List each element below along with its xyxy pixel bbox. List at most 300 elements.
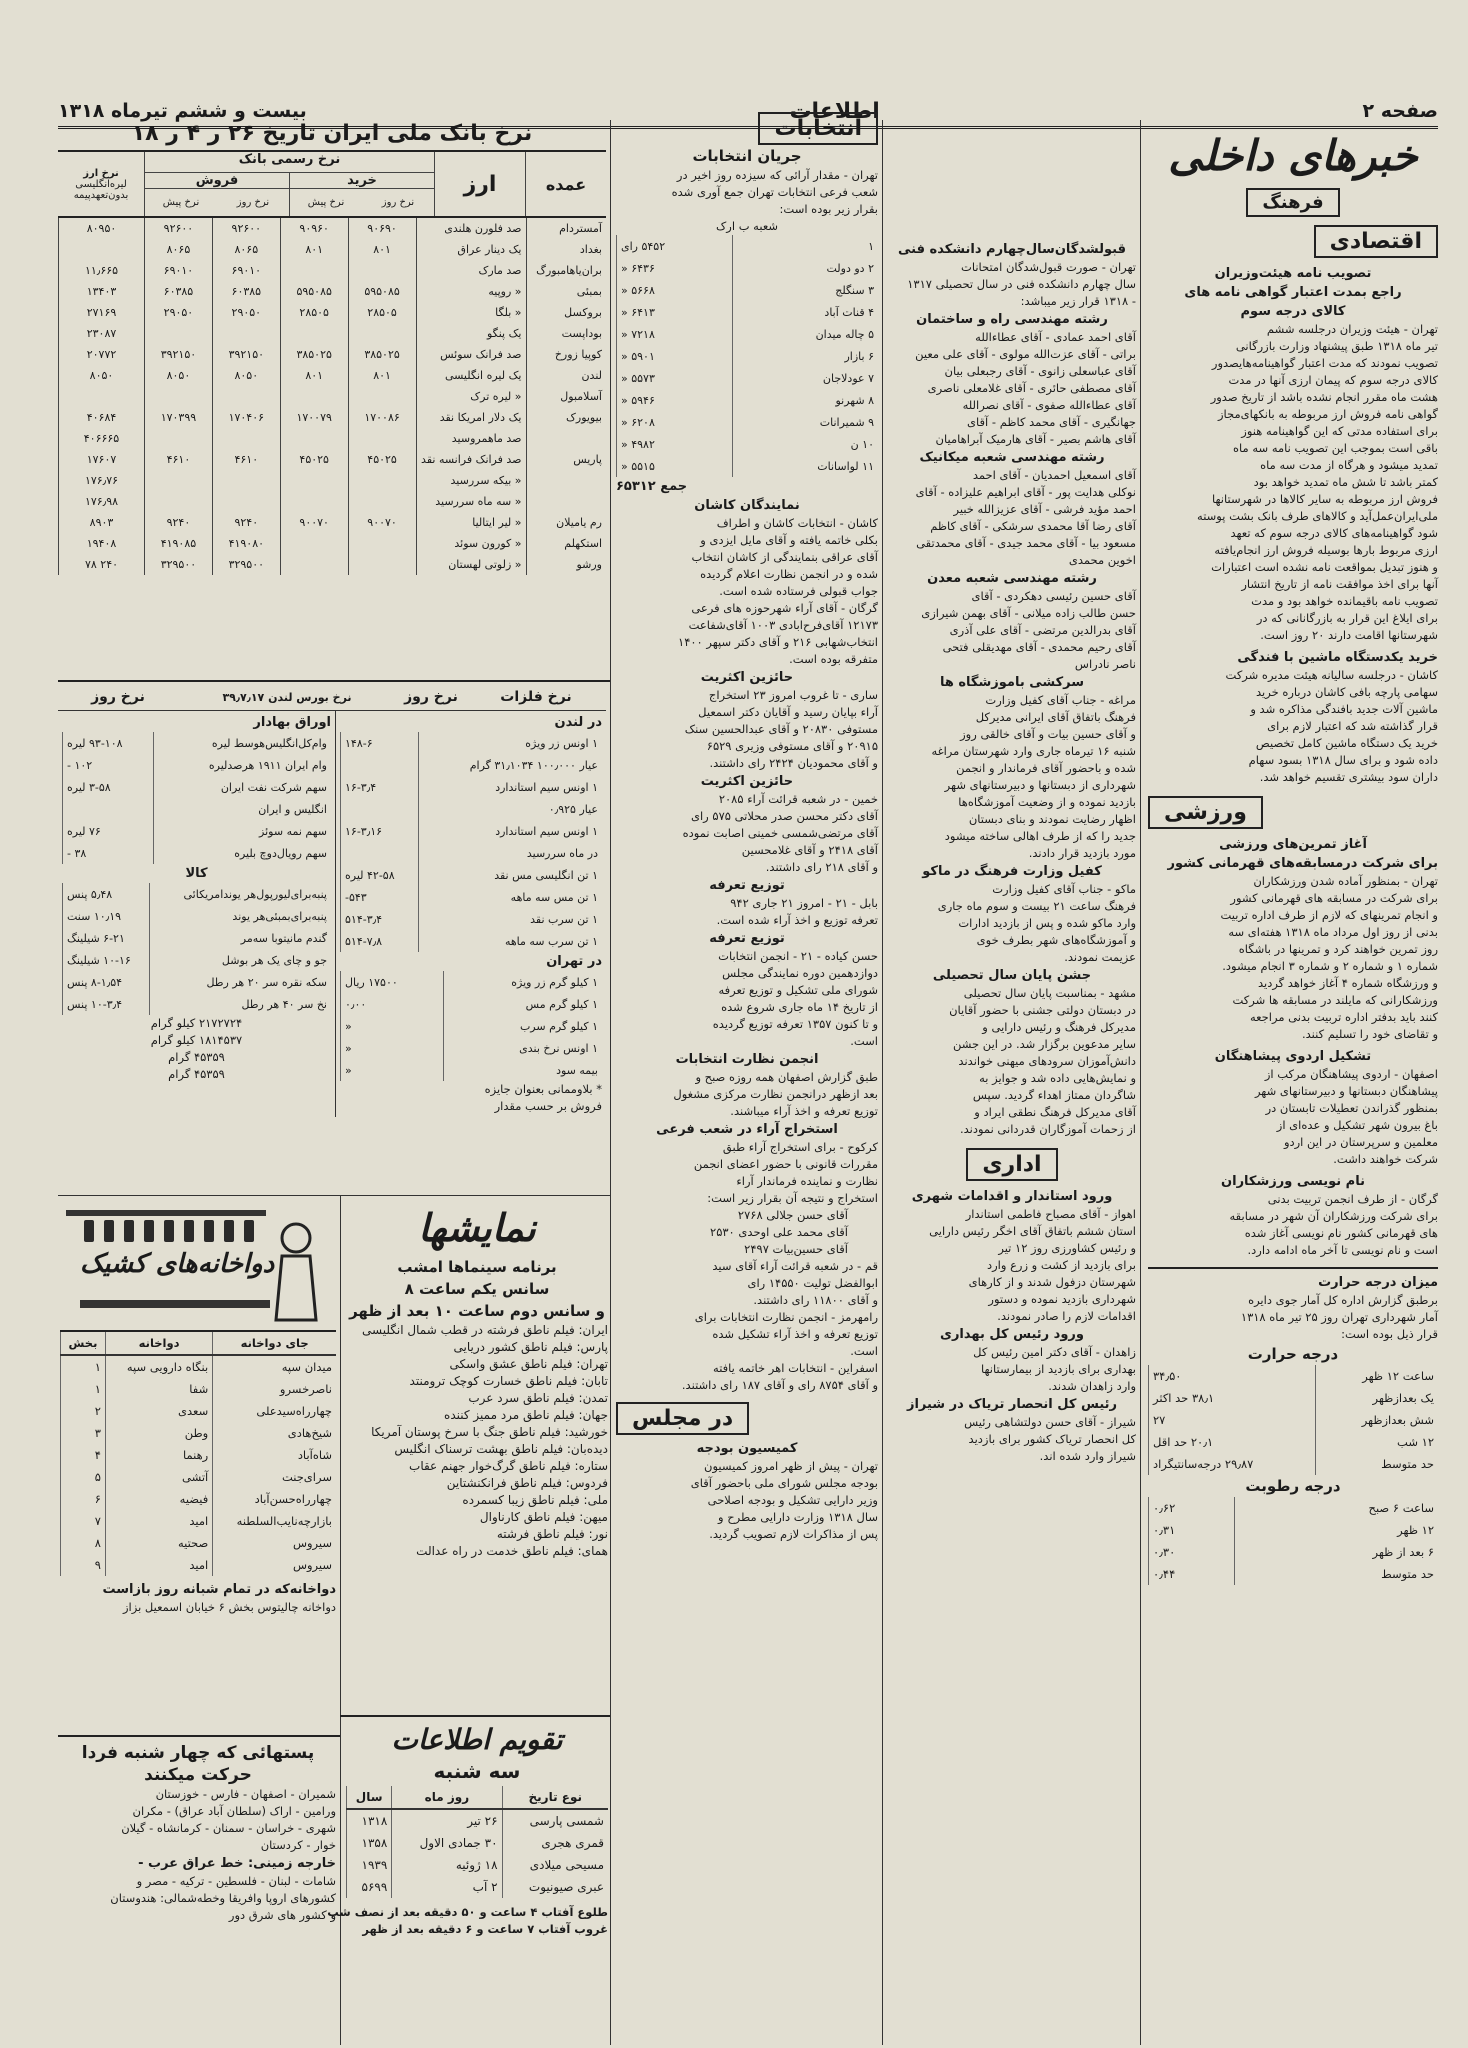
table-cell: بنگاه دارویی سپه bbox=[105, 1355, 212, 1378]
sports-section-label: ورزشی bbox=[1148, 796, 1263, 829]
sell-header: فروش bbox=[145, 173, 289, 189]
text-line: است. bbox=[850, 1034, 878, 1048]
table-cell: عیار ۱۰۰٫۰۰۰ ۳۱٫۱۰۳۴ گرام bbox=[419, 754, 602, 776]
table-cell: « لیره ترک bbox=[416, 386, 526, 407]
table-cell: سکه نقره سر ۲۰ هر رطل bbox=[149, 971, 331, 993]
table-cell: آتشی bbox=[105, 1466, 212, 1488]
text-line: قرار ذیل بوده است: bbox=[1341, 1327, 1438, 1341]
table-row bbox=[1149, 1431, 1439, 1453]
text-line: آقای حسین رئیسی دهکردی - آقای bbox=[971, 589, 1136, 603]
text-line: کالای درجه سوم که پیمان ارزی آنها در مدت bbox=[1228, 373, 1438, 387]
table-row bbox=[61, 1355, 337, 1378]
text-line: مدیرکل فرهنگ و رئیس دارایی و bbox=[982, 1020, 1136, 1034]
text-line: از تاریخ ۱۴ ماه جاری شروع شده bbox=[721, 1000, 878, 1014]
text-line: نوکلی هدایت پور - آقای ابراهیم علیزاده - آقای bbox=[915, 485, 1136, 499]
table-cell: سهم رویال‌دوچ بلیره bbox=[153, 842, 331, 864]
table-cell: بوداپست bbox=[526, 323, 606, 344]
table-cell bbox=[348, 491, 416, 512]
list-item: شامات - لبنان - فلسطین - ترکیه - مصر و bbox=[136, 1874, 336, 1888]
text-line: کل انحصار تریاک کشور برای بازدید bbox=[968, 1432, 1136, 1446]
table-cell: ۱۷۶٫۹۸ bbox=[59, 491, 145, 512]
table-cell: ۸۰۱ bbox=[280, 239, 348, 260]
text-line: فرهنگ ساعت ۲۱ بیست و سوم ماه جاری bbox=[937, 899, 1136, 913]
cinema-title: نمایشها bbox=[418, 1206, 536, 1250]
gbp-rate-header: نرخ ارز bbox=[83, 167, 119, 179]
table-cell: ۵۱۴-۳٫۴ bbox=[341, 908, 419, 930]
text-line: ۲۹٫۸۷ درجه‌سانتیگراد bbox=[1149, 1453, 1316, 1475]
table-cell: ۱۰٫۱۹ سنت bbox=[63, 905, 150, 927]
table-cell: ۵۶۹۹ bbox=[347, 1876, 392, 1898]
table-cell bbox=[212, 386, 280, 407]
text-line: ۱۲۱۷۳ آقای‌فرح‌ابادی ۱۰۰۳ آقای‌شفاعت bbox=[688, 618, 878, 632]
table-cell: صد فلورن هلندی bbox=[416, 218, 526, 239]
table-cell: ۹۰۶۹۰ bbox=[348, 218, 416, 239]
table-cell: ۱۹۴۰۸ bbox=[59, 533, 145, 554]
table-cell bbox=[212, 428, 280, 449]
text-line: ساعت ۶ صبح bbox=[1235, 1497, 1438, 1519]
text-line: شماره ۱ و شماره ۲ و شماره ۳ انجام میشود. bbox=[1222, 959, 1438, 973]
text-line: حد متوسط bbox=[1315, 1453, 1438, 1475]
table-cell: بازارچه‌نایب‌السلطنه bbox=[213, 1510, 336, 1532]
allnight-pharmacy-note: دواخانه چالیتوس بخش ۶ خیابان اسمعیل بزاز bbox=[122, 1600, 336, 1614]
table-cell: ۷۶ لیره bbox=[63, 820, 154, 842]
table-cell bbox=[280, 386, 348, 407]
graduates-title: قبولشدگان‌سال‌چهارم دانشکده فنی bbox=[898, 242, 1126, 257]
table-row bbox=[59, 449, 607, 470]
table-cell: ۳۲۹۵۰۰ bbox=[212, 554, 280, 575]
table-row bbox=[59, 302, 607, 323]
humidity-subtitle: درجه رطوبت bbox=[1245, 1477, 1341, 1495]
list-item: ملی: فیلم ناطق زیبا کسمرده bbox=[462, 1493, 608, 1507]
buy-header: خرید bbox=[290, 173, 434, 189]
text-line: شعبه ب ارک bbox=[716, 219, 778, 233]
mining-eng-title: رشته مهندسی شعبه معدن bbox=[927, 571, 1097, 586]
table-row bbox=[341, 754, 603, 776]
table-cell: ۱۶-۳٫۱۶ bbox=[341, 820, 419, 842]
vote-count-title: استخراج آراء در شعب فرعی bbox=[656, 1122, 838, 1137]
table-row bbox=[61, 1400, 337, 1422]
table-cell: ۸۰۱ bbox=[348, 239, 416, 260]
table-row bbox=[1149, 1519, 1439, 1541]
list-item: میهن: فیلم ناطق کارناوال bbox=[479, 1510, 608, 1524]
table-cell bbox=[280, 323, 348, 344]
table-cell: ۱ اونس زر ویژه bbox=[419, 732, 602, 754]
text-line: حسن طالب زاده میلانی - آقای بهمن شیرازی bbox=[921, 606, 1136, 620]
table-cell: ۴۰۶۶۶۵ bbox=[59, 428, 145, 449]
table-cell: ۲۸۵۰۵ bbox=[280, 302, 348, 323]
table-cell: ۵۹۵۰۸۵ bbox=[280, 281, 348, 302]
table-cell bbox=[526, 428, 606, 449]
text-line: ۱۱ لواسانات bbox=[732, 455, 878, 477]
table-row bbox=[61, 1466, 337, 1488]
list-item: همای: فیلم ناطق خدمت در راه عدالت bbox=[416, 1544, 608, 1558]
table-row bbox=[61, 1532, 337, 1554]
econ2-body bbox=[1148, 667, 1438, 786]
text-line: ۵۵۱۵ « bbox=[617, 455, 733, 477]
text-line: عزیمت نمودند. bbox=[1064, 950, 1136, 964]
table-cell: ۲۴۰ ۷۸ bbox=[59, 554, 145, 575]
table-cell bbox=[348, 428, 416, 449]
table-cell: ۱۴۸-۶ bbox=[341, 732, 419, 754]
table-cell: « سه ماه سررسید bbox=[416, 491, 526, 512]
commodities-title: کالا bbox=[185, 866, 208, 881]
text-line: ارزی مربوط بارها بوسیله فروش ارز انجام‌یافته bbox=[1214, 543, 1438, 557]
table-cell bbox=[341, 842, 419, 864]
text-line: ساری - تا غروب امروز ۲۳ استخراج bbox=[708, 688, 878, 702]
text-line: ۶۲۰۸ « bbox=[617, 411, 733, 433]
pharmacy-table bbox=[60, 1332, 336, 1576]
list-item: ستاره: فیلم ناطق گرگ‌خوار جهنم عقاب bbox=[409, 1459, 608, 1473]
table-cell bbox=[145, 386, 213, 407]
table-row bbox=[59, 281, 607, 302]
table-cell: یک دینار عراق bbox=[416, 239, 526, 260]
text-line: وارد ماکو شده و پس از بازدید ادارات bbox=[958, 916, 1136, 930]
table-row bbox=[341, 908, 603, 930]
table-cell bbox=[280, 533, 348, 554]
calendar-title: تقویم اطلاعات bbox=[391, 1723, 563, 1756]
table-cell: ۱۱٫۶۶۵ bbox=[59, 260, 145, 281]
text-line: تعرفه توزیع و اخذ آراء شده است. bbox=[716, 913, 878, 927]
text-line: حسن کیاده - ۲۱ - انجمن انتخابات bbox=[718, 949, 878, 963]
temperature-table bbox=[1148, 1365, 1438, 1475]
list-item: پارس: فیلم ناطق کشور دریایی bbox=[453, 1340, 608, 1354]
text-line: ۳۴٫۵۰ bbox=[1149, 1365, 1316, 1387]
table-cell: کوپیا زورخ bbox=[526, 344, 606, 365]
table-cell bbox=[348, 533, 416, 554]
text-line: و نمایش‌هایی داده شد و جوایز به bbox=[979, 1071, 1136, 1085]
list-item: کشورهای اروپا وافریقا وخطه‌شمالی: هندوستان bbox=[110, 1891, 336, 1905]
text-line: تیر ماه ۱۳۱۸ طبق پیشنهاد وزارت بازرگانی bbox=[1235, 339, 1438, 353]
table-cell: ۱ تن مس سه ماهه bbox=[419, 886, 602, 908]
econ-headline-3: کالای درجه سوم bbox=[1240, 304, 1346, 319]
table-cell: ۱۳۱۸ bbox=[347, 1809, 392, 1832]
text-line: ۶ بازار bbox=[732, 345, 878, 367]
table-cell: ۳۲۹۵۰۰ bbox=[145, 554, 213, 575]
text-line: ۰٫۶۲ bbox=[1149, 1497, 1235, 1519]
text-line: برای بازدید از کشت و زرع وارد bbox=[986, 1258, 1136, 1272]
pharmacy-box bbox=[60, 1200, 336, 1730]
text-line: بودجه مجلس شورای ملی باحضور آقای bbox=[690, 1476, 878, 1490]
text-line: تمدید میشود و هرگاه از مدت سه ماه bbox=[1260, 458, 1438, 472]
text-line: ۶ بعد از ظهر bbox=[1235, 1541, 1438, 1563]
calendar-box bbox=[327, 1720, 608, 2040]
table-cell: صد ماهمروسید bbox=[416, 428, 526, 449]
table-row bbox=[59, 218, 607, 239]
table-cell: ۱ اونس سیم استاندارد bbox=[419, 776, 602, 798]
text-line: ۰٫۳۰ bbox=[1149, 1541, 1235, 1563]
table-row bbox=[617, 367, 879, 389]
table-cell: امید bbox=[105, 1510, 212, 1532]
table-cell: شاه‌آباد bbox=[213, 1444, 336, 1466]
table-cell: ۸۹۰۳ bbox=[59, 512, 145, 533]
text-line: گرگان - آقای آراء شهرحوزه های فرعی bbox=[691, 601, 878, 615]
majlis-section-label: در مجلس bbox=[616, 1402, 749, 1435]
list-item: شهری - خراسان - سمنان - کرمانشاه - گیلان bbox=[121, 1821, 336, 1835]
text-line: ۲۰٫۱ حد اقل bbox=[1149, 1431, 1316, 1453]
text-line: ورزشکارانی که مایلند در مسابقه ها شرکت bbox=[1232, 993, 1438, 1007]
table-cell: وطن bbox=[105, 1422, 212, 1444]
table-row bbox=[63, 798, 332, 820]
table-cell: آسلامبول bbox=[526, 386, 606, 407]
metals-title: نرخ فلزات bbox=[500, 689, 572, 705]
table-cell: فیضیه bbox=[105, 1488, 212, 1510]
supervision-title: انجمن نظارت انتخابات bbox=[675, 1052, 819, 1067]
economy-section-label: اقتصادی bbox=[1314, 225, 1438, 258]
text-line: آقای رحیم محمدی - آقای مهدیقلی فتحی bbox=[942, 640, 1136, 654]
table-cell: چهارراه‌سیدعلی bbox=[213, 1400, 336, 1422]
table-cell: پنبه‌برای‌بمبئی‌هر یوند bbox=[149, 905, 331, 927]
rates-title: نرخ بانک ملی ایران تاریخ ۲۶ ر ۴ ر ۱۸ bbox=[58, 118, 606, 152]
text-line: آقای اسمعیل احمدیان - آقای احمد bbox=[972, 468, 1136, 482]
table-row bbox=[61, 1422, 337, 1444]
table-cell: ۲۳۰۸۷ bbox=[59, 323, 145, 344]
mech-eng-title: رشته مهندسی شعبه میکانیک bbox=[919, 450, 1105, 465]
table-cell: آمستردام bbox=[526, 218, 606, 239]
text-line: فروش ارز مربوطه به سایر کالاها در شهرستانها bbox=[1211, 492, 1438, 506]
table-cell: سعدی bbox=[105, 1400, 212, 1422]
table-cell: انگلیس و ایران bbox=[153, 798, 331, 820]
list-item: تهران: فیلم ناطق عشق واسکی bbox=[449, 1357, 608, 1371]
table-cell: ۱ تن سرب نقد bbox=[419, 908, 602, 930]
text-line: آقای حسن جلالی ۲۷۶۸ bbox=[737, 1208, 848, 1222]
table-row bbox=[617, 455, 879, 477]
text-line: ۳ سنگلج bbox=[732, 279, 878, 301]
cinema-sub3: و سانس دوم ساعت ۱۰ بعد از ظهر bbox=[349, 1302, 605, 1320]
table-cell: چهارراه‌حسن‌آباد bbox=[213, 1488, 336, 1510]
text-line: اظهار رضایت نمودند و بنای دبستان bbox=[968, 812, 1136, 826]
table-cell: ۱ کیلو گرم سرب bbox=[443, 1015, 602, 1037]
table-row bbox=[63, 927, 332, 949]
table-cell: ۶۰۳۸۵ bbox=[212, 281, 280, 302]
text-line: ۳۸٫۱ حد اکثر bbox=[1149, 1387, 1316, 1409]
page-number: صفحه ۲ bbox=[1362, 100, 1438, 122]
list-item: تمدن: فیلم ناطق سرد عرب bbox=[468, 1391, 608, 1405]
table-cell bbox=[63, 798, 154, 820]
table-row bbox=[1149, 1409, 1439, 1431]
table-cell: ۸-۱٫۵۴ پنس bbox=[63, 971, 150, 993]
table-row bbox=[59, 428, 607, 449]
registration-body bbox=[1148, 1191, 1438, 1259]
table-cell: « bbox=[341, 1015, 444, 1037]
text-line: است. bbox=[850, 1344, 878, 1358]
table-row bbox=[63, 883, 332, 905]
table-row bbox=[59, 365, 607, 386]
text-line: برای استفاده مدتی که این گواهینامه هنوز bbox=[1241, 424, 1438, 438]
table-cell: ۴۶۱۰ bbox=[145, 449, 213, 470]
list-item: تابان: فیلم ناطق خسارت کوچک ترومنتد bbox=[409, 1374, 608, 1388]
table-cell: عبری صیونیوت bbox=[502, 1876, 608, 1898]
table-cell: نخ سر ۴۰ هر رطل bbox=[149, 993, 331, 1015]
text-line: آقای عراقی بنمایندگی از کاشان انتخاب bbox=[691, 550, 878, 564]
text-line: آنها برای اخذ موافقت نامه از تاریخ انتشار bbox=[1241, 577, 1438, 591]
table-cell: شمسی پارسی bbox=[502, 1809, 608, 1832]
registration-title: نام نویسی ورزشکاران bbox=[1221, 1174, 1365, 1189]
table-cell: رهنما bbox=[105, 1444, 212, 1466]
text-line: ۴۵۳۵۹ گرام bbox=[168, 1050, 225, 1064]
table-cell: « کورون سوئد bbox=[416, 533, 526, 554]
text-line: آقای مصطفی حائری - آقای غلامعلی ناصری bbox=[927, 381, 1136, 395]
table-row bbox=[61, 1488, 337, 1510]
sell-prev-header: نرخ پیش bbox=[162, 197, 200, 208]
text-line: ۰٫۳۱ bbox=[1149, 1519, 1235, 1541]
temperature-subtitle: درجه حرارت bbox=[1247, 1345, 1339, 1363]
table-row bbox=[59, 512, 607, 533]
table-cell: وام‌کل‌انگلیس‌هوسط لیره bbox=[153, 732, 331, 754]
table-row bbox=[1149, 1563, 1439, 1585]
table-cell: صحتیه bbox=[105, 1532, 212, 1554]
text-line: گواهی نامه فروش ارز مربوطه به بانکهای‌مجاز bbox=[1218, 407, 1438, 421]
table-row bbox=[63, 971, 332, 993]
text-line: متفرقه بوده است. bbox=[789, 652, 878, 666]
text-line: تصویب نامه باقیمانده خواهد بود و مدت bbox=[1251, 594, 1438, 608]
sports-headline-2: برای شرکت درمسابقه‌های قهرمانی کشور bbox=[1167, 856, 1438, 871]
table-cell bbox=[526, 491, 606, 512]
text-line: - ۱۳۱۸ قرار زیر میباشد: bbox=[1020, 294, 1136, 308]
table-row bbox=[617, 345, 879, 367]
text-line: از زحمات آموزگاران قدردانی نمودند. bbox=[959, 1122, 1136, 1136]
calendar-day: سه شنبه bbox=[433, 1759, 521, 1783]
calendar-date-header: روز ماه bbox=[392, 1786, 502, 1809]
ballot-title-1: توزیع تعرفه bbox=[709, 878, 785, 893]
table-row bbox=[61, 1510, 337, 1532]
table-row bbox=[347, 1854, 609, 1876]
table-row bbox=[341, 842, 603, 864]
text-line: طبق گزارش اصفهان همه روزه صبح و bbox=[695, 1070, 878, 1084]
table-cell: صد فرانک فرانسه نقد bbox=[416, 449, 526, 470]
table-row bbox=[59, 386, 607, 407]
table-cell bbox=[145, 428, 213, 449]
text-line: زاهدان - آقای دکتر امین رئیس کل bbox=[973, 1345, 1136, 1359]
text-line: داران سود بیشتری تقسیم خواهد شد. bbox=[1259, 770, 1438, 784]
text-line: ۵ چاله میدان bbox=[732, 323, 878, 345]
elections-progress-title: جریان انتخابات bbox=[692, 147, 802, 165]
text-line: برای ایلاغ این قرار به بازرگانانی که در bbox=[1256, 611, 1438, 625]
text-line: شهرستان دزفول شدند و از کارهای bbox=[968, 1275, 1136, 1289]
table-cell: « بیکه سررسید bbox=[416, 470, 526, 491]
table-cell bbox=[280, 428, 348, 449]
table-cell: « روپیه bbox=[416, 281, 526, 302]
table-cell: یک پنگو bbox=[416, 323, 526, 344]
text-line: شیراز وارد شده اند. bbox=[1039, 1449, 1136, 1463]
table-cell: ۸۰۵۰ bbox=[212, 365, 280, 386]
text-line: احمد مؤید فرشی - آقای عزیزالله خبیر bbox=[953, 502, 1136, 516]
table-row bbox=[59, 239, 607, 260]
table-row bbox=[1149, 1387, 1439, 1409]
table-cell: استکهلم bbox=[526, 533, 606, 554]
text-line: وارد زاهدان شدند. bbox=[1048, 1379, 1136, 1393]
table-row bbox=[341, 971, 603, 993]
table-row bbox=[1149, 1453, 1439, 1475]
text-line: و آقای محمودیان ۲۴۲۴ رای داشتند. bbox=[709, 756, 878, 770]
table-cell: ۸۰۱ bbox=[280, 365, 348, 386]
elections-column bbox=[616, 112, 878, 2042]
majority-title-2: حائزین اکثریت bbox=[700, 774, 794, 789]
table-cell: بمبئی bbox=[526, 281, 606, 302]
table-cell bbox=[526, 470, 606, 491]
table-cell: قمری هجری bbox=[502, 1832, 608, 1854]
table-cell bbox=[280, 470, 348, 491]
text-line: بعد ازظهر درانجمن نظارت مرکزی مشغول bbox=[673, 1087, 878, 1101]
table-cell: سهم نمه سوئز bbox=[153, 820, 331, 842]
list-item: دیده‌بان: فیلم ناطق بهشت ترسناک انگلیس bbox=[394, 1442, 608, 1456]
text-line: اقدامات لازم را صادر نمودند. bbox=[997, 1309, 1136, 1323]
table-row bbox=[59, 470, 607, 491]
table-row bbox=[59, 407, 607, 428]
text-line: دانش‌آموزان سرودهای میهنی خواندند bbox=[958, 1054, 1136, 1068]
table-cell: ۹۲۶۰۰ bbox=[145, 218, 213, 239]
text-line: جواب قبولی فرستاده شده است. bbox=[719, 584, 878, 598]
table-cell: ۸۰۱ bbox=[348, 365, 416, 386]
text-line: و هنوز تبدیل بمواقعت نامه نشده است اعتبارات bbox=[1211, 560, 1438, 574]
table-row bbox=[341, 886, 603, 908]
domestic-news-column bbox=[1148, 122, 1438, 2042]
list-item: فردوس: فیلم ناطق فرانکنشتاین bbox=[446, 1476, 608, 1490]
opium-chief-title: رئیس کل انحصار تریاک در شیراز bbox=[906, 1397, 1118, 1412]
table-cell: ۸۰۵۰ bbox=[145, 365, 213, 386]
health-chief-title: ورود رئیس کل بهداری bbox=[940, 1327, 1084, 1342]
table-cell: ۱۷۰۰۷۹ bbox=[280, 407, 348, 428]
text-line: اخوین محمدی bbox=[1068, 553, 1136, 567]
text-line: شده و باحضور آقای فرماندار و انجمن bbox=[956, 761, 1136, 775]
table-cell: ۵٫۴۸ پنس bbox=[63, 883, 150, 905]
table-row bbox=[341, 776, 603, 798]
text-line: ماشین آلات جدید بافندگی مذاکره شد و bbox=[1250, 702, 1438, 716]
table-cell: « bbox=[341, 1059, 444, 1081]
text-line: رامهرمز - انجمن نظارت انتخابات برای bbox=[694, 1310, 878, 1324]
table-cell: « bbox=[341, 1037, 444, 1059]
table-row bbox=[341, 1015, 603, 1037]
table-cell: ۲۹۰۵۰ bbox=[145, 302, 213, 323]
table-cell bbox=[341, 754, 419, 776]
foreign-post-list bbox=[60, 1873, 336, 1924]
table-row bbox=[59, 533, 607, 554]
table-cell: ۵۹۵۰۸۵ bbox=[348, 281, 416, 302]
school-inspection-title: سرکشی باموزشگاه ها bbox=[939, 675, 1085, 690]
list-item: ایران: فیلم ناطق فرشته در قطب شمال انگلیسی bbox=[362, 1323, 608, 1337]
table-row bbox=[61, 1378, 337, 1400]
text-line: آقای بدرالدین مرتضی - آقای علی آذری bbox=[949, 623, 1136, 637]
text-line: و آقای ۲۱۸ رای داشتند. bbox=[765, 860, 878, 874]
table-row bbox=[341, 993, 603, 1015]
table-row bbox=[1149, 1497, 1439, 1519]
scouts-title: تشکیل اردوی پیشاهنگان bbox=[1214, 1049, 1372, 1064]
table-cell: ۱ bbox=[61, 1355, 106, 1378]
table-cell: ۹ bbox=[61, 1554, 106, 1576]
table-row bbox=[347, 1809, 609, 1832]
table-row bbox=[59, 344, 607, 365]
table-row bbox=[63, 905, 332, 927]
text-line: تهران - صورت قبول‌شدگان امتحانات bbox=[961, 260, 1136, 274]
tehran-label: در تهران bbox=[546, 954, 602, 969]
text-line: بدنی از روز اول مرداد ماه ۱۳۱۸ هفته‌ای سه bbox=[1228, 925, 1438, 939]
text-line: ۹ شمیرانات bbox=[732, 411, 878, 433]
text-line: بابل - ۲۱ - امروز ۲۱ جاری ۹۴۲ bbox=[730, 896, 878, 910]
table-cell: امید bbox=[105, 1554, 212, 1576]
text-line: خرید یک دستگاه ماشین کامل تخصیص bbox=[1255, 736, 1438, 750]
text-line: ساعت ۱۲ ظهر bbox=[1315, 1365, 1438, 1387]
text-line: و آقای حسین بیات و آقای خالقی روز bbox=[960, 727, 1136, 741]
table-cell: سهم شرکت نفت ایران bbox=[153, 776, 331, 798]
text-line: روز تمرین خواهند کرد و تمرینها در باشگاه bbox=[1238, 942, 1438, 956]
governor-title: ورود استاندار و اقدامات شهری bbox=[911, 1189, 1113, 1204]
text-line: کاشان - درجلسه سالیانه هیئت مدیره شرکت bbox=[1225, 668, 1438, 682]
econ-headline-1: تصویب نامه هیئت‌وزیران bbox=[1214, 266, 1372, 281]
table-cell: بیویورک bbox=[526, 407, 606, 428]
text-line: تهران - مقدار آرائی که سیزده روز اخیر در bbox=[676, 168, 878, 182]
table-cell: ۱۸ ژوئیه bbox=[392, 1854, 502, 1876]
cinema-box bbox=[346, 1200, 608, 1720]
table-cell: ۱۰۲ - bbox=[63, 754, 154, 776]
